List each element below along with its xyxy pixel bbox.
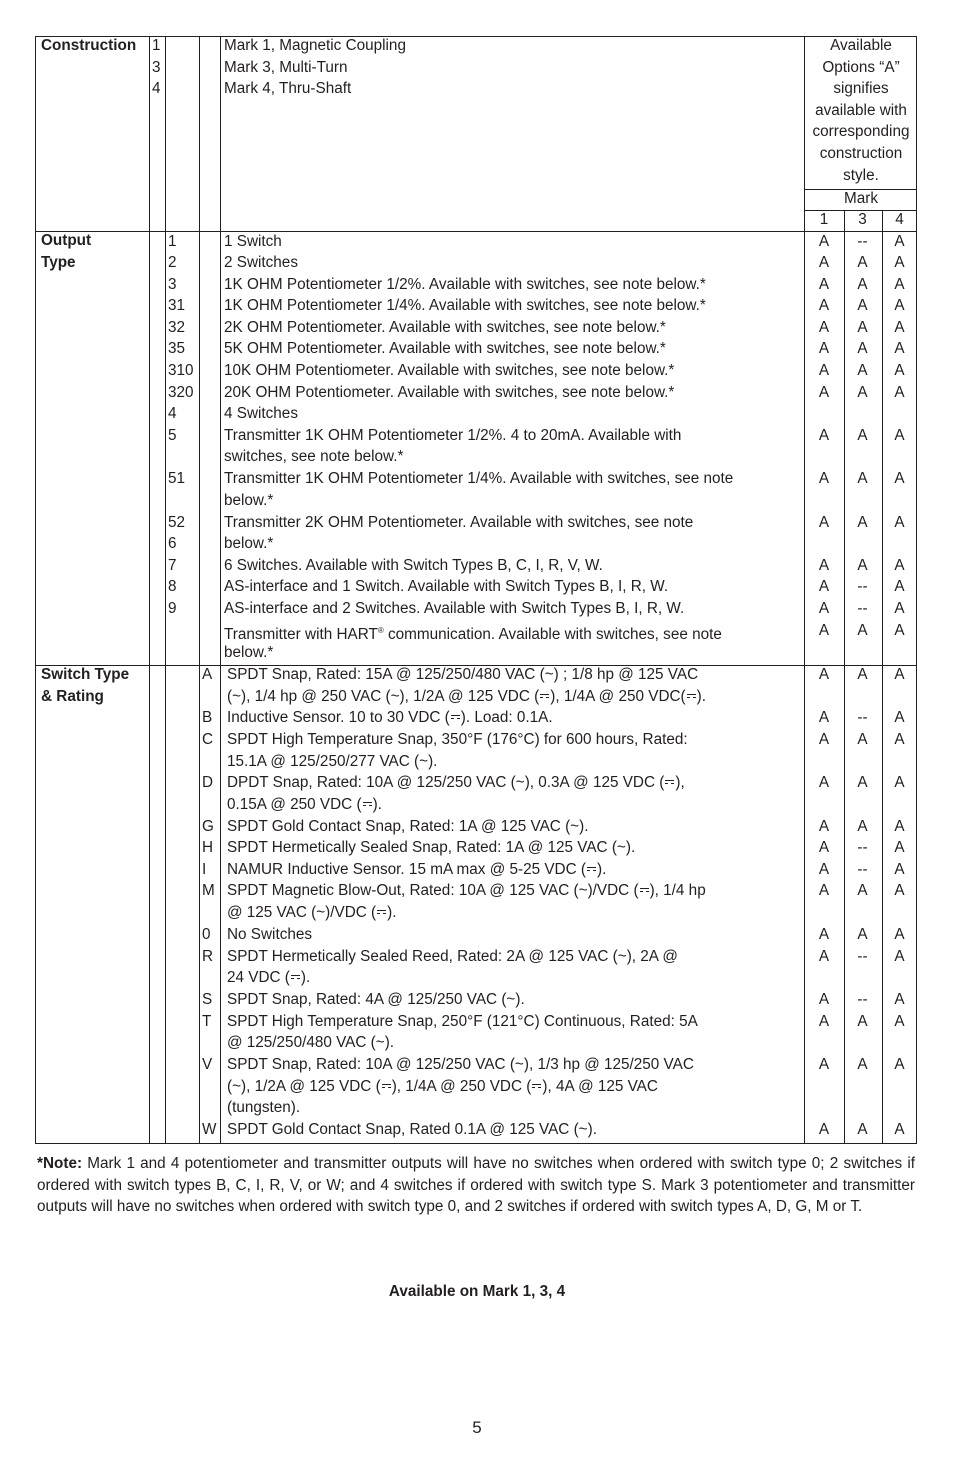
available-header: Available Options “A” signifies available with corresponding construction style.: [812, 37, 910, 184]
switch-desc: SPDT Snap, Rated: 4A @ 125/250 VAC (~).: [227, 991, 525, 1008]
output-code: 7: [168, 557, 177, 574]
mark-cell: A: [894, 297, 905, 314]
output-code: 9: [168, 600, 177, 617]
switch-code: T: [202, 1013, 212, 1030]
mark-cell: A: [894, 622, 905, 639]
mark-cell: A: [818, 254, 830, 271]
construction-label: Construction: [41, 37, 137, 54]
mark-cell: --: [857, 991, 868, 1008]
mark-cell: A: [818, 709, 830, 726]
mark-cell: A: [857, 1056, 868, 1073]
mark-cell: A: [857, 276, 868, 293]
output-desc: Transmitter 2K OHM Potentiometer. Available with switches, see note: [224, 514, 694, 531]
mark-cell: A: [857, 297, 868, 314]
output-code: 31: [168, 297, 186, 314]
output-desc: 4 Switches: [224, 405, 298, 422]
mark-cell: A: [857, 774, 868, 791]
mark-cell: A: [818, 514, 830, 531]
note-label: *Note:: [37, 1155, 83, 1172]
switch-desc: SPDT Hermetically Sealed Snap, Rated: 1A @ 125 VAC (~).: [227, 839, 636, 856]
switch-desc: 15.1A @ 125/250/277 VAC (~).: [227, 753, 438, 770]
mark-cell: A: [818, 926, 830, 943]
mark-cell: A: [857, 340, 868, 357]
mark-cell: A: [818, 578, 830, 595]
dc-symbol-icon: [640, 888, 649, 894]
mark-cell: A: [818, 1013, 830, 1030]
output-code: 5: [168, 427, 177, 444]
dc-symbol-icon: [451, 715, 460, 721]
output-desc: AS-interface and 1 Switch. Available with Switch Types B, I, R, W.: [224, 578, 669, 595]
mark-cell: A: [857, 731, 868, 748]
mark-cell: A: [857, 319, 868, 336]
output-desc: switches, see note below.*: [224, 448, 404, 465]
switch-desc: NAMUR Inductive Sensor. 15 mA max @ 5-25 VDC ( ).: [227, 861, 607, 878]
mark-cell: A: [857, 622, 868, 639]
mark-cell: A: [818, 557, 830, 574]
switch-code: S: [202, 991, 213, 1008]
mark-cell: A: [818, 861, 830, 878]
mark-cell: A: [818, 991, 830, 1008]
switch-desc: @ 125/250/480 VAC (~).: [227, 1034, 395, 1051]
mark-cell: A: [818, 362, 830, 379]
switch-desc: 0.15A @ 250 VDC ( ).: [227, 796, 382, 813]
switch-code: D: [202, 774, 214, 791]
switch-code: V: [202, 1056, 213, 1073]
output-code: 35: [168, 340, 186, 357]
output-desc: 1 Switch: [224, 233, 282, 250]
mark-cell: A: [894, 578, 905, 595]
mark-cell: A: [857, 1013, 868, 1030]
mark-col-header: 1: [819, 211, 829, 228]
mark-cell: A: [818, 384, 830, 401]
page-number: 5: [472, 1418, 482, 1437]
mark-cell: A: [894, 557, 905, 574]
mark-cell: A: [894, 709, 905, 726]
mark-cell: A: [894, 774, 905, 791]
switch-code: A: [202, 666, 213, 683]
output-code: 32: [168, 319, 186, 336]
mark-cell: A: [818, 233, 830, 250]
mark-col-header: 3: [858, 211, 867, 228]
switch-desc: SPDT Snap, Rated: 10A @ 125/250 VAC (~), 1/3 hp @ 125/250 VAC: [227, 1056, 694, 1073]
output-desc: AS-interface and 2 Switches. Available with Switch Types B, I, R, W.: [224, 600, 685, 617]
footnote: [37, 1153, 915, 1218]
output-desc: 1K OHM Potentiometer 1/2%. Available with switches, see note below.*: [224, 276, 706, 293]
output-desc: 10K OHM Potentiometer. Available with switches, see note below.*: [224, 362, 675, 379]
dc-symbol-icon: [382, 1084, 391, 1090]
mark-cell: A: [894, 233, 905, 250]
switch-code: G: [202, 818, 214, 835]
mark-cell: --: [857, 948, 868, 965]
output-code: 320: [168, 384, 194, 401]
mark-cell: A: [818, 948, 830, 965]
mark-cell: A: [894, 276, 905, 293]
mark-cell: A: [894, 926, 905, 943]
output-code: 2: [168, 254, 177, 271]
mark-cell: A: [857, 427, 868, 444]
mark-cell: A: [857, 1121, 868, 1138]
switch-desc: (~), 1/4 hp @ 250 VAC (~), 1/2A @ 125 VDC ( ), 1/4A @ 250 VDC( ).: [227, 688, 706, 705]
col-divider: [149, 37, 150, 1143]
mark-cell: A: [818, 319, 830, 336]
mark-cell: A: [818, 1056, 830, 1073]
mark-cell: A: [857, 926, 868, 943]
mark-cell: A: [818, 882, 830, 899]
mark-cell: A: [894, 839, 905, 856]
mark-cell: A: [894, 514, 905, 531]
switch-desc: SPDT Hermetically Sealed Reed, Rated: 2A @ 125 VAC (~), 2A @: [227, 948, 678, 965]
dc-symbol-icon: [363, 802, 372, 808]
mark-cell: A: [894, 861, 905, 878]
switch-desc: 24 VDC ( ).: [227, 969, 311, 986]
switch-desc: SPDT High Temperature Snap, 350°F (176°C) for 600 hours, Rated:: [227, 731, 688, 748]
registered-mark: ®: [377, 626, 384, 635]
mark-cell: A: [894, 1013, 905, 1030]
output-code: 6: [168, 535, 177, 552]
dc-symbol-icon: [587, 867, 596, 873]
switch-code: H: [202, 839, 214, 856]
output-code: 3: [168, 276, 177, 293]
switch-code: W: [202, 1121, 217, 1138]
mark-cell: A: [818, 470, 830, 487]
switch-code: R: [202, 948, 214, 965]
mark-cell: A: [894, 384, 905, 401]
mark-cell: A: [857, 470, 868, 487]
mark-cell: A: [894, 1121, 905, 1138]
output-desc: 1K OHM Potentiometer 1/4%. Available with switches, see note below.*: [224, 297, 706, 314]
output-code: 52: [168, 514, 186, 531]
mark-cell: A: [857, 254, 868, 271]
switch-desc: SPDT Gold Contact Snap, Rated 0.1A @ 125 VAC (~).: [227, 1121, 597, 1138]
note-text: Mark 1 and 4 potentiometer and transmitter outputs will have no switches when ordered with switch type 0; 2 switches if ordered with switch types B, C, I, R, V, or W; and 4 switches if ordered with switch type S. Mark 3 potentiometer and transmitter outputs will have no switches when ordered with switch type 0, and 2 switches if ordered with switch types A, D, G, M or T.: [37, 1155, 915, 1216]
availability-title: Available on Mark 1, 3, 4: [388, 1283, 566, 1300]
mark-cell: --: [857, 600, 868, 617]
switch-code: I: [202, 861, 207, 878]
switch-desc: (tungsten).: [227, 1099, 301, 1116]
mark-cell: A: [818, 600, 830, 617]
mark-cell: A: [857, 557, 868, 574]
mark-cell: A: [818, 340, 830, 357]
switch-type-label: Switch Type & Rating: [41, 666, 130, 705]
mark-cell: A: [894, 666, 905, 683]
switch-desc: No Switches: [227, 926, 313, 943]
col-divider: [165, 37, 166, 1143]
output-desc: 2K OHM Potentiometer. Available with switches, see note below.*: [224, 319, 666, 336]
mark-cell: A: [818, 1121, 830, 1138]
mark-label: Mark: [844, 190, 878, 207]
output-desc: below.*: [224, 535, 274, 552]
mark-cell: A: [894, 600, 905, 617]
col-divider: [220, 37, 221, 1143]
switch-desc: Inductive Sensor. 10 to 30 VDC ( ). Load: 0.1A.: [227, 709, 553, 726]
mark-cell: --: [857, 839, 868, 856]
dc-symbol-icon: [532, 1084, 541, 1090]
construction-item: Mark 3, Multi-Turn: [224, 59, 348, 76]
switch-desc: SPDT Snap, Rated: 15A @ 125/250/480 VAC (~) ; 1/8 hp @ 125 VAC: [227, 666, 699, 683]
mark-cell: A: [894, 254, 905, 271]
construction-item: Mark 1, Magnetic Coupling: [224, 37, 406, 54]
mark-cell: A: [857, 666, 868, 683]
switch-desc: DPDT Snap, Rated: 10A @ 125/250 VAC (~), 0.3A @ 125 VDC ( ),: [227, 774, 685, 791]
mark-cell: A: [894, 362, 905, 379]
construction-code: 4: [152, 80, 161, 97]
output-desc: 20K OHM Potentiometer. Available with switches, see note below.*: [224, 384, 675, 401]
construction-code: 3: [152, 59, 161, 76]
mark-cell: A: [894, 1056, 905, 1073]
mark-cell: A: [894, 340, 905, 357]
output-desc: below.*: [224, 644, 274, 661]
dc-symbol-icon: [540, 694, 549, 700]
switch-code: B: [202, 709, 213, 726]
switch-code: M: [202, 882, 215, 899]
mark-cell: A: [857, 514, 868, 531]
col-divider: [199, 37, 200, 1143]
output-desc: 2 Switches: [224, 254, 298, 271]
mark-cell: A: [818, 297, 830, 314]
output-type-label: Output Type: [41, 232, 92, 271]
dc-symbol-icon: [377, 910, 386, 916]
switch-desc: @ 125 VAC (~)/VDC ( ).: [227, 904, 397, 921]
output-code: 1: [168, 233, 177, 250]
output-desc: below.*: [224, 492, 274, 509]
mark-cell: A: [857, 384, 868, 401]
mark-cell: A: [894, 470, 905, 487]
switch-desc: SPDT High Temperature Snap, 250°F (121°C) Continuous, Rated: 5A: [227, 1013, 698, 1030]
mark-cell: A: [857, 818, 868, 835]
mark-cell: --: [857, 709, 868, 726]
dc-symbol-icon: [665, 780, 674, 786]
switch-code: 0: [202, 926, 211, 943]
mark-cell: A: [818, 774, 830, 791]
mark-cell: A: [894, 427, 905, 444]
mark-cell: A: [857, 882, 868, 899]
mark-cell: A: [894, 948, 905, 965]
mark-cell: A: [818, 818, 830, 835]
construction-item: Mark 4, Thru-Shaft: [224, 80, 352, 97]
mark-cell: A: [894, 882, 905, 899]
output-desc: Transmitter 1K OHM Potentiometer 1/2%. 4 to 20mA. Available with: [224, 427, 682, 444]
dc-symbol-icon: [687, 694, 696, 700]
switch-desc: (~), 1/2A @ 125 VDC ( ), 1/4A @ 250 VDC ( ), 4A @ 125 VAC: [227, 1078, 658, 1095]
mark-cell: --: [857, 233, 868, 250]
output-desc: 6 Switches. Available with Switch Types B, C, I, R, V, W.: [224, 557, 603, 574]
mark-cell: A: [818, 622, 830, 639]
mark-cell: A: [818, 276, 830, 293]
switch-desc: SPDT Magnetic Blow-Out, Rated: 10A @ 125 VAC (~)/VDC ( ), 1/4 hp: [227, 882, 706, 899]
mark-cell: A: [894, 991, 905, 1008]
mark-cell: A: [818, 666, 830, 683]
mark-cell: A: [818, 731, 830, 748]
output-code: 51: [168, 470, 186, 487]
output-desc: 5K OHM Potentiometer. Available with switches, see note below.*: [224, 340, 666, 357]
output-code: 8: [168, 578, 177, 595]
dc-symbol-icon: [291, 975, 300, 981]
output-desc: Transmitter with HART® communication. Available with switches, see note: [224, 626, 722, 644]
mark-cell: A: [857, 362, 868, 379]
switch-code: C: [202, 731, 214, 748]
mark-cell: A: [894, 818, 905, 835]
mark-col-header: 4: [895, 211, 904, 228]
output-code: 4: [168, 405, 177, 422]
output-code: 310: [168, 362, 194, 379]
mark-cell: A: [818, 839, 830, 856]
output-desc: Transmitter 1K OHM Potentiometer 1/4%. Available with switches, see note: [224, 470, 734, 487]
mark-cell: A: [894, 731, 905, 748]
construction-code: 1: [152, 37, 161, 54]
mark-cell: --: [857, 861, 868, 878]
mark-cell: A: [894, 319, 905, 336]
mark-cell: --: [857, 578, 868, 595]
mark-cell: A: [818, 427, 830, 444]
switch-desc: SPDT Gold Contact Snap, Rated: 1A @ 125 VAC (~).: [227, 818, 589, 835]
